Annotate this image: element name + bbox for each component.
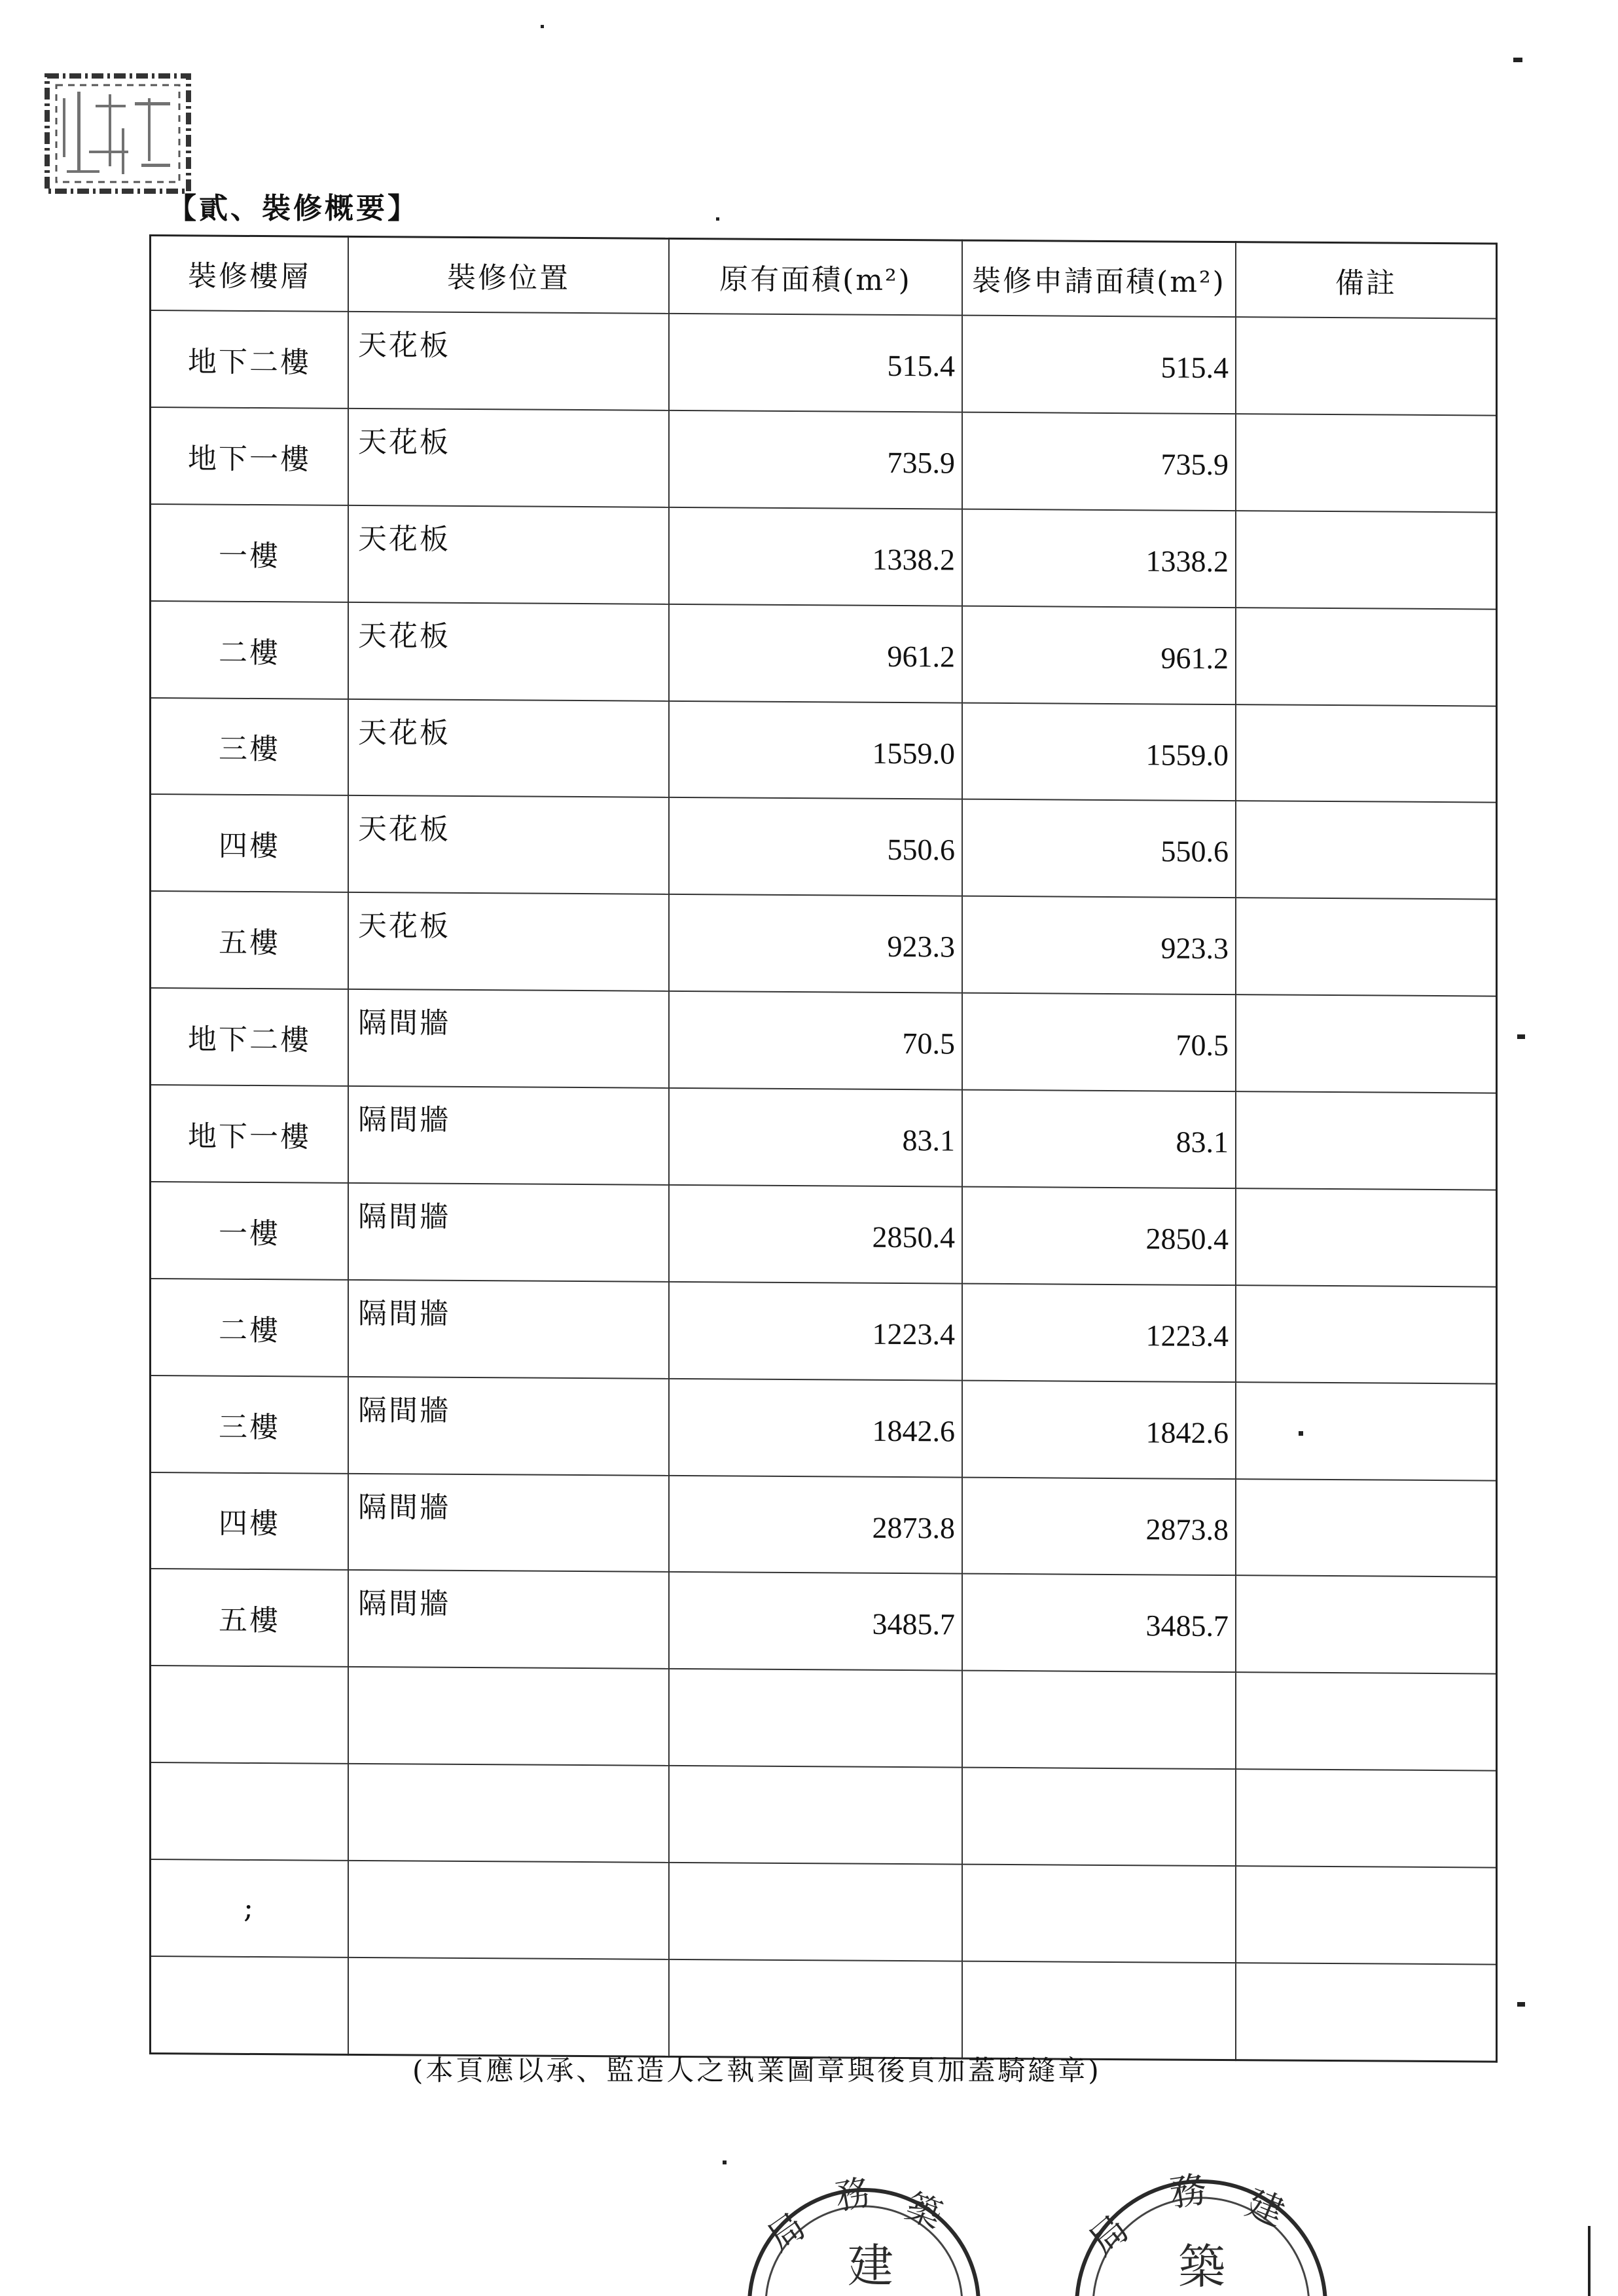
stamp-left-glyph-4: 建	[848, 2239, 893, 2293]
cell-remarks	[1236, 1091, 1497, 1190]
cell-original-area	[669, 314, 962, 412]
cell-applied-area	[962, 412, 1236, 510]
cell-applied-area-value: 1338.2	[1145, 544, 1229, 578]
cell-original-area-value: 1338.2	[872, 542, 955, 577]
cell-remarks	[1236, 414, 1497, 512]
cell-applied-area	[962, 316, 1236, 414]
cell-applied-area-value: 515.4	[1160, 350, 1229, 385]
round-seal-stamp-right	[1060, 2136, 1335, 2296]
table-row	[151, 1762, 1497, 1867]
table-header-row	[151, 236, 1497, 319]
round-seal-stamp-left	[740, 2141, 988, 2296]
cell-remarks	[1236, 1672, 1497, 1770]
table-body	[151, 310, 1497, 2062]
cell-position-text: 隔間牆	[358, 1393, 450, 1428]
cell-position-text: 天花板	[358, 716, 450, 750]
cell-applied-area	[962, 1090, 1236, 1188]
cell-position	[348, 795, 669, 894]
cell-applied-area-value: 923.3	[1160, 931, 1229, 966]
cell-original-area	[669, 1185, 962, 1284]
cell-floor: 三樓	[151, 1376, 349, 1474]
cell-position	[348, 892, 669, 991]
cell-applied-area	[962, 1961, 1236, 2060]
cell-floor: 三樓	[151, 698, 349, 796]
cell-original-area	[669, 1959, 962, 2058]
cell-remarks	[1236, 511, 1497, 609]
cell-floor: 五樓	[151, 1569, 349, 1667]
cell-position-text: 天花板	[358, 619, 450, 653]
cell-position	[348, 699, 669, 797]
cell-original-area	[669, 1766, 962, 1865]
cell-original-area-value: 1223.4	[872, 1317, 955, 1351]
cell-original-area	[669, 894, 962, 993]
stamp-left-glyph-3: 築	[900, 2185, 948, 2236]
cell-original-area	[669, 701, 962, 799]
cell-position	[348, 505, 669, 604]
renovation-summary-table	[149, 234, 1498, 2063]
cell-position	[348, 1376, 669, 1475]
cell-floor: 五樓	[151, 891, 349, 989]
cell-applied-area-value: 2850.4	[1145, 1222, 1229, 1256]
table-row	[151, 1859, 1497, 1964]
header-remarks: 備註	[1236, 242, 1497, 319]
cell-position	[348, 1764, 669, 1863]
cell-remarks	[1236, 317, 1497, 415]
footnote: (本頁應以承、監造人之執業圖章與後頁加蓋騎縫章)	[412, 2054, 1102, 2086]
cell-original-area	[669, 991, 962, 1090]
cell-remarks	[1236, 994, 1497, 1093]
cell-remarks	[1236, 608, 1497, 706]
cell-floor	[151, 1762, 349, 1861]
cell-floor: 一樓	[151, 1182, 349, 1280]
cell-remarks	[1236, 1285, 1497, 1383]
cell-original-area	[669, 1282, 962, 1381]
cell-original-area-value: 70.5	[902, 1027, 955, 1061]
cell-original-area-value: 961.2	[887, 639, 955, 674]
cell-floor: 一樓	[151, 504, 349, 602]
cell-original-area-value: 83.1	[902, 1123, 955, 1157]
cell-applied-area	[962, 1380, 1236, 1478]
cell-floor: 二樓	[151, 1279, 349, 1377]
cell-original-area	[669, 507, 962, 606]
cell-position-text: 天花板	[358, 812, 450, 847]
cell-floor: 地下二樓	[151, 310, 349, 409]
cell-original-area-value: 515.4	[887, 348, 955, 383]
cell-applied-area	[962, 702, 1236, 801]
header-position: 裝修位置	[348, 236, 669, 313]
cell-position-text: 天花板	[358, 328, 450, 363]
table-row	[151, 794, 1497, 899]
cell-floor: ;	[151, 1859, 349, 1958]
cell-position	[348, 1861, 669, 1959]
table-row	[151, 1085, 1497, 1190]
cell-applied-area	[962, 606, 1236, 704]
cell-original-area-value: 1842.6	[872, 1413, 955, 1448]
table-row	[151, 601, 1497, 706]
cell-original-area	[669, 1378, 962, 1477]
cell-applied-area	[962, 1477, 1236, 1575]
cell-original-area-value: 1559.0	[872, 736, 955, 771]
cell-applied-area	[962, 509, 1236, 607]
scan-speck	[1513, 58, 1522, 62]
cell-position	[348, 1086, 669, 1185]
renovation-summary-sheet	[149, 234, 1498, 2063]
cell-position	[348, 312, 669, 410]
cell-floor: 四樓	[151, 794, 349, 892]
cell-floor: 地下一樓	[151, 407, 349, 505]
cell-applied-area	[962, 1671, 1236, 1769]
cell-original-area-value: 3485.7	[872, 1607, 955, 1641]
cell-position-text: 隔間牆	[358, 1199, 450, 1234]
cell-applied-area	[962, 1574, 1236, 1672]
cell-applied-area-value: 70.5	[1176, 1028, 1229, 1063]
cell-remarks	[1236, 898, 1497, 996]
stamp-left-glyph-1: 局	[760, 2205, 813, 2259]
cell-original-area	[669, 1572, 962, 1671]
cell-remarks	[1236, 1866, 1497, 1964]
cell-applied-area-value: 1559.0	[1145, 737, 1229, 772]
cell-applied-area	[962, 896, 1236, 994]
cell-original-area	[669, 410, 962, 509]
cell-position-text: 隔間牆	[358, 1006, 450, 1040]
cell-original-area	[669, 1475, 962, 1574]
cell-remarks	[1236, 801, 1497, 900]
table-row	[151, 988, 1497, 1093]
cell-position	[348, 1570, 669, 1669]
cell-remarks	[1236, 1479, 1497, 1577]
cell-applied-area-value: 3485.7	[1145, 1609, 1229, 1643]
cell-remarks	[1236, 1382, 1497, 1480]
scan-speck	[723, 2160, 727, 2164]
cell-applied-area-value: 2873.8	[1145, 1512, 1229, 1546]
cell-position-text: 隔間牆	[358, 1490, 450, 1525]
scan-speck	[1299, 1431, 1303, 1436]
cell-position	[348, 1958, 669, 2057]
cell-applied-area-value: 735.9	[1160, 447, 1229, 481]
cell-floor: 二樓	[151, 601, 349, 699]
cell-position	[348, 989, 669, 1088]
cell-original-area-value: 923.3	[887, 930, 955, 964]
cell-remarks	[1236, 1188, 1497, 1286]
cell-floor	[151, 1956, 349, 2054]
cell-floor: 地下一樓	[151, 1085, 349, 1183]
cell-floor: 四樓	[151, 1472, 349, 1571]
header-applied-area: 裝修申請面積(m²)	[962, 240, 1236, 317]
cell-applied-area	[962, 1768, 1236, 1866]
header-floor: 裝修樓層	[151, 236, 349, 312]
stamp-right-glyph-1: 局	[1081, 2207, 1137, 2264]
stamp-right-glyph-3: 建	[1240, 2181, 1291, 2235]
cell-applied-area	[962, 1865, 1236, 1963]
header-original-area: 原有面積(m²)	[669, 238, 962, 315]
cell-position-text: 隔間牆	[358, 1587, 450, 1622]
cell-position	[348, 1183, 669, 1282]
stamp-right-glyph-2: 務	[1166, 2168, 1210, 2215]
section-title: 【貳、裝修概要】	[168, 192, 419, 225]
scan-speck	[541, 25, 544, 28]
cell-remarks	[1236, 704, 1497, 803]
cell-applied-area-value: 1223.4	[1145, 1319, 1229, 1353]
stamp-left-glyph-2: 務	[832, 2171, 874, 2218]
cell-position-text: 隔間牆	[358, 1296, 450, 1331]
cell-position-text: 天花板	[358, 909, 450, 944]
cell-applied-area-value: 83.1	[1176, 1125, 1229, 1159]
table-row	[151, 698, 1497, 803]
cell-original-area	[669, 604, 962, 702]
table-row	[151, 310, 1497, 415]
cell-remarks	[1236, 1576, 1497, 1674]
table-row	[151, 1376, 1497, 1480]
cell-position	[348, 409, 669, 507]
table-row	[151, 891, 1497, 996]
cell-applied-area-value: 550.6	[1160, 834, 1229, 869]
cell-position-text: 天花板	[358, 522, 450, 556]
cell-position-text: 天花板	[358, 425, 450, 460]
scan-speck	[1517, 1034, 1525, 1039]
cell-applied-area	[962, 1283, 1236, 1381]
table-row	[151, 1472, 1497, 1577]
cell-original-area	[669, 1088, 962, 1187]
cell-remarks	[1236, 1963, 1497, 2062]
scan-speck	[1588, 2226, 1591, 2296]
cell-applied-area-value: 1842.6	[1145, 1415, 1229, 1449]
table-row	[151, 1569, 1497, 1673]
cell-original-area	[669, 1863, 962, 1961]
cell-floor: 地下二樓	[151, 988, 349, 1086]
table-row	[151, 407, 1497, 512]
table-row	[151, 1279, 1497, 1383]
table-row	[151, 504, 1497, 609]
cell-original-area	[669, 797, 962, 896]
table-row	[151, 1182, 1497, 1286]
cell-original-area-value: 550.6	[887, 833, 955, 867]
stamp-right-glyph-4: 築	[1178, 2239, 1226, 2294]
scan-speck	[1517, 2002, 1525, 2007]
cell-original-area-value: 735.9	[887, 445, 955, 480]
cell-applied-area	[962, 799, 1236, 898]
cell-floor	[151, 1666, 349, 1764]
cell-applied-area	[962, 993, 1236, 1091]
table-row	[151, 1956, 1497, 2062]
cell-applied-area	[962, 1186, 1236, 1285]
cell-position	[348, 1280, 669, 1379]
table-row	[151, 1666, 1497, 1770]
cell-position	[348, 1667, 669, 1766]
cell-original-area-value: 2850.4	[872, 1220, 955, 1254]
cell-applied-area-value: 961.2	[1160, 641, 1229, 675]
cell-remarks	[1236, 1769, 1497, 1867]
cell-position	[348, 602, 669, 701]
cell-original-area-value: 2873.8	[872, 1510, 955, 1545]
cell-position-text: 隔間牆	[358, 1102, 450, 1137]
seal-stamp-top	[43, 72, 192, 195]
scan-speck	[716, 217, 719, 221]
cell-original-area	[669, 1669, 962, 1768]
cell-position	[348, 1473, 669, 1572]
